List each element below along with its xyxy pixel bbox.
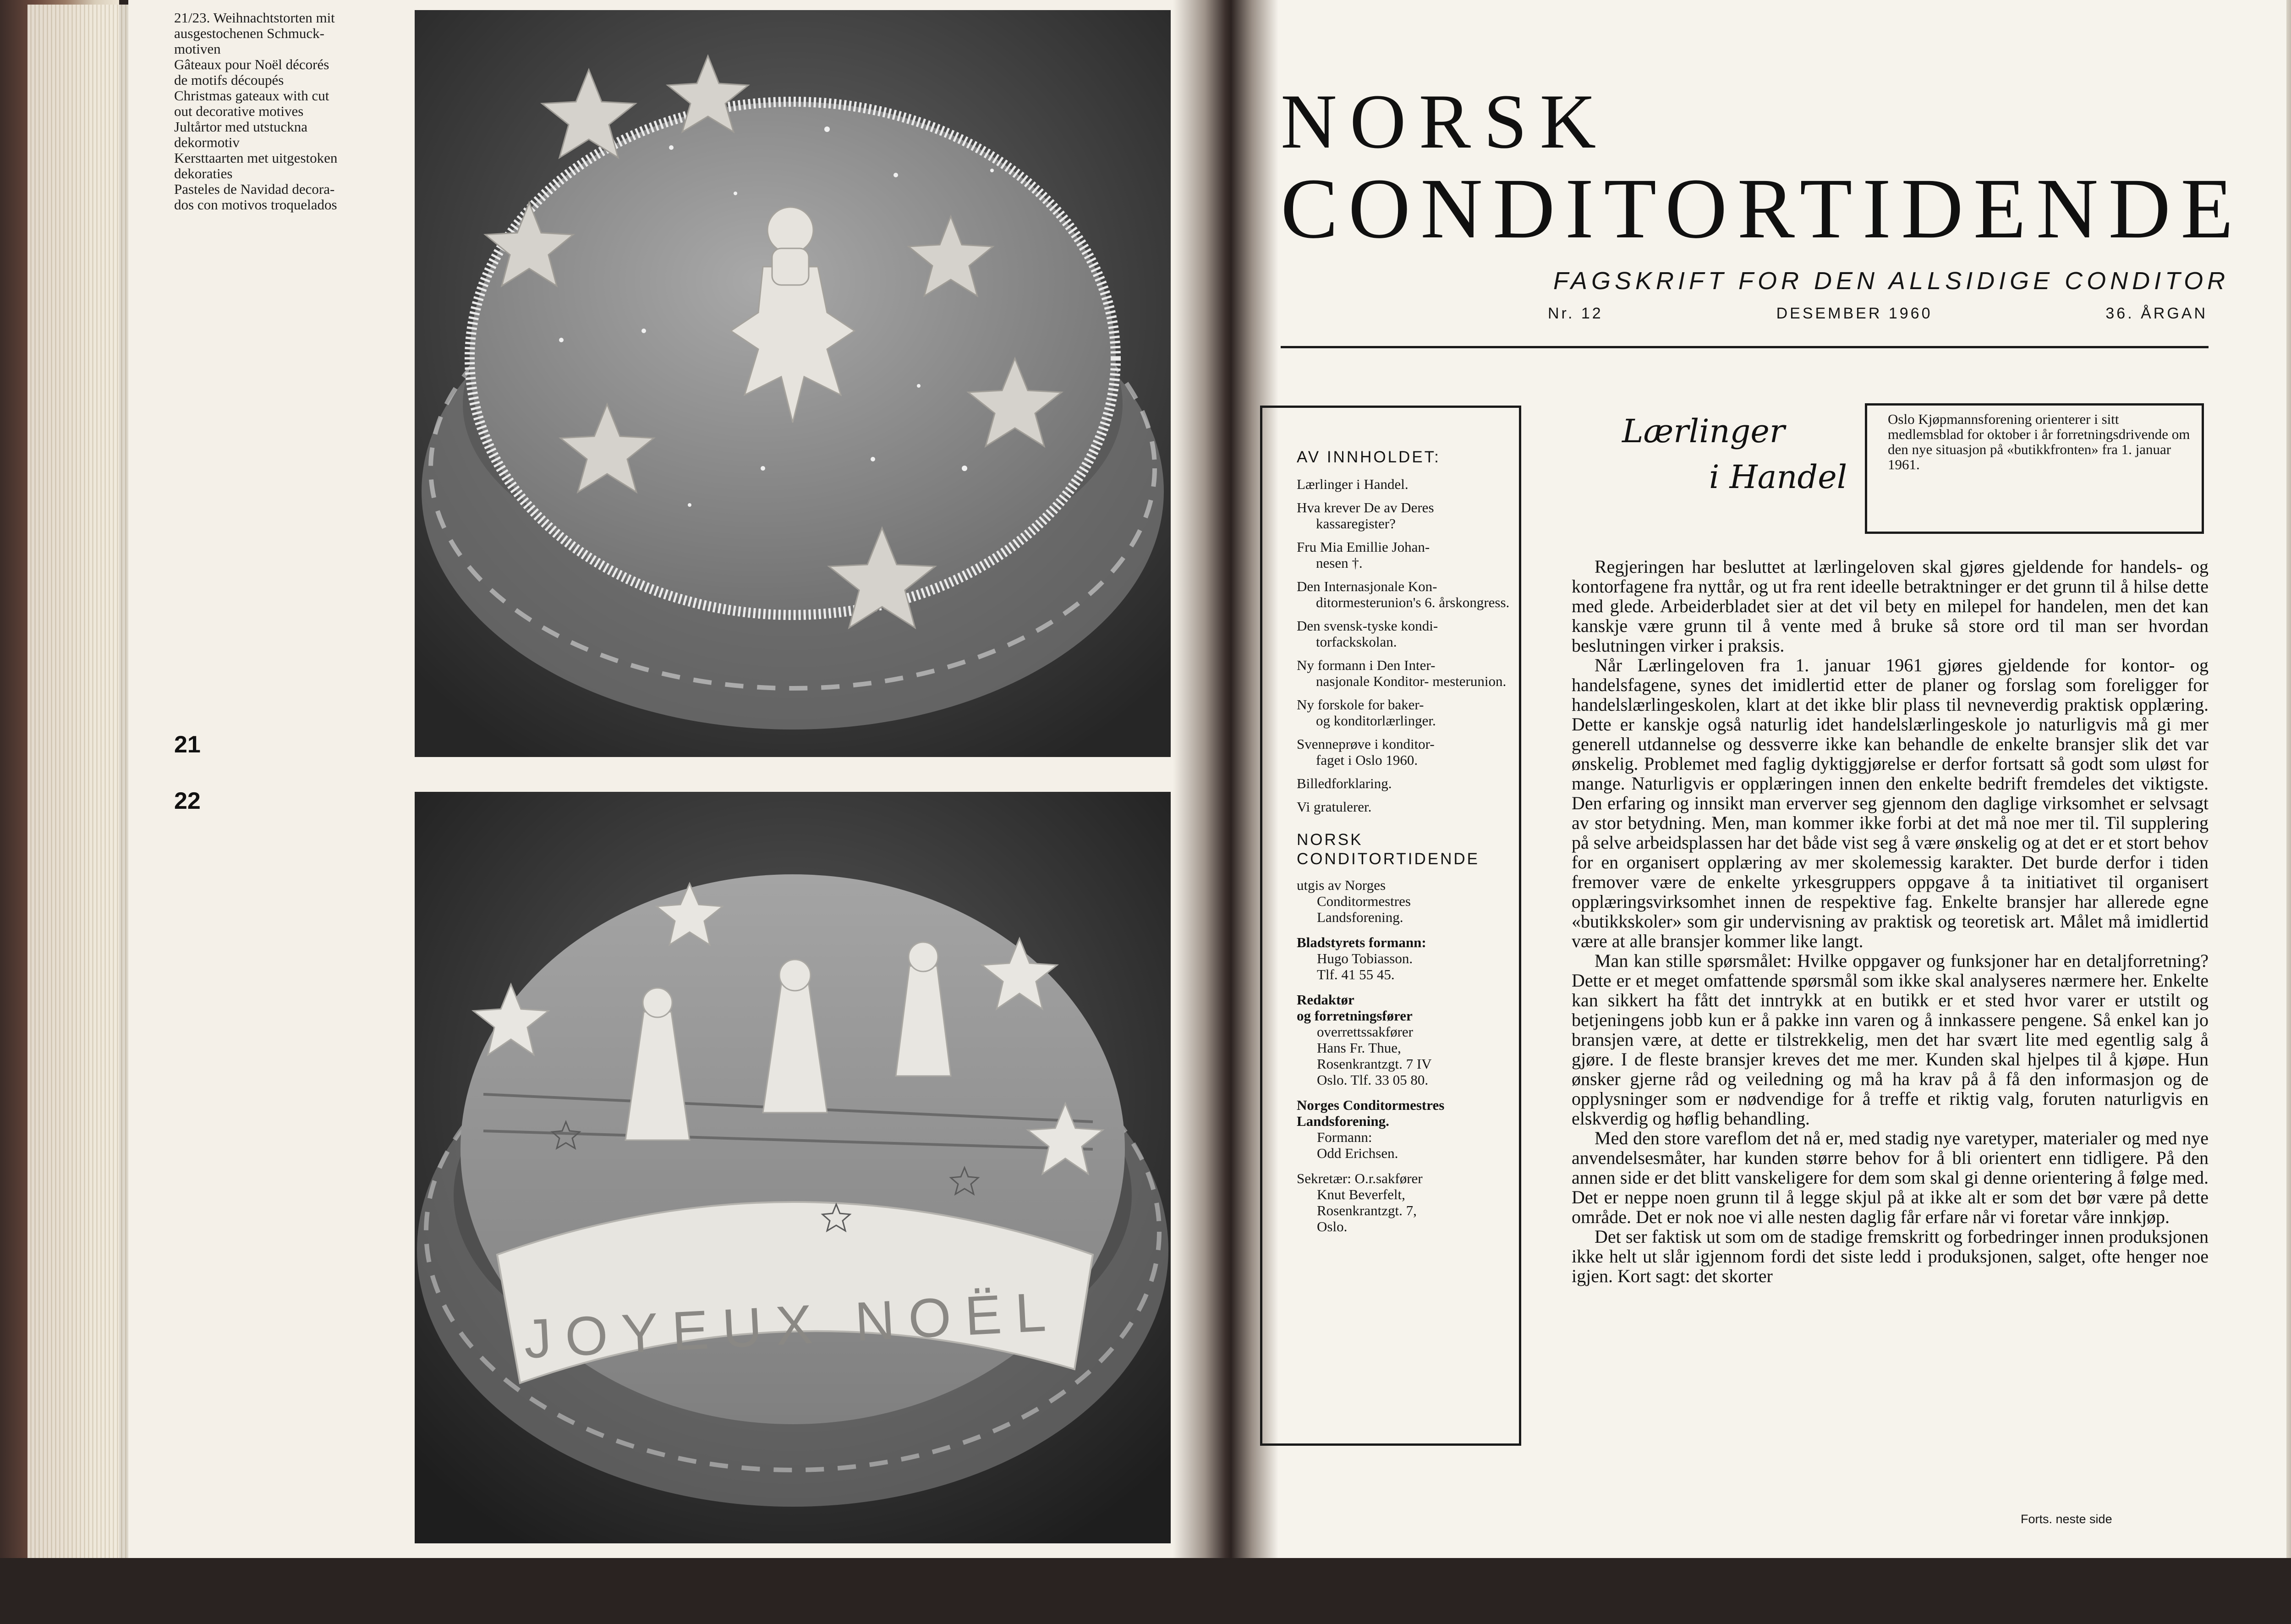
editor-label: og forretningsfører <box>1297 1008 1413 1024</box>
page-number-22: 22 <box>174 788 201 814</box>
chair-line: Tlf. 41 55 45. <box>1317 966 1395 982</box>
caption-line: Pasteles de Navidad decora- <box>174 181 335 197</box>
secretary-line: Oslo. <box>1317 1218 1348 1234</box>
chair-label: Bladstyrets formann: <box>1297 934 1426 950</box>
published-by-line: Conditormestres <box>1317 893 1411 909</box>
toc-item <box>1297 578 1512 610</box>
article-title-line1: Lærlinger <box>1622 412 1785 450</box>
toc-item-line: nesen †. <box>1316 555 1363 571</box>
toc-item <box>1297 799 1512 815</box>
secretary-line: Knut Beverfelt, <box>1317 1186 1405 1202</box>
page-number-21: 21 <box>174 731 201 758</box>
secretary-line: Sekretær: O.r.sakfører <box>1297 1170 1423 1186</box>
caption-line: dekoraties <box>174 165 233 181</box>
caption-line: de motifs découpés <box>174 72 284 88</box>
association-chair-line: Odd Erichsen. <box>1317 1145 1398 1161</box>
editor-line: Rosenkrantzgt. 7 IV <box>1317 1056 1432 1072</box>
toc-item-line: Ny forskole for baker- <box>1297 697 1424 713</box>
article-paragraph: Regjeringen har besluttet at lærlingeloven skal gjøres gjeldende for handels- og kontorfagene fra nyttår, og ut fra rent ideelle betraktninger er det grunn til å hilse dette med glede. Arbeiderbladet sier at det vil bety en milepel for handelen, men det kan kanskje være grunn til å vente med å bruke så store ord til man ser hvordan beslutningen virker i praksis. <box>1572 556 2209 656</box>
contents-box-border-bottom <box>1260 1443 1521 1446</box>
editor-line: Oslo. Tlf. 33 05 80. <box>1317 1072 1429 1088</box>
toc-item <box>1297 657 1512 689</box>
article-body <box>1572 557 2209 1286</box>
caption-line: dekormotiv <box>174 134 240 150</box>
article-paragraph: Når Lærlingeloven fra 1. januar 1961 gjøres gjeldende for kontor- og handelsfagene, synes det imidlertid etter de planer og forslag som foreligger for handelslærlingeskolen, klart at det ikke blir plass til nevneverdig praktisk opplæring. Dette er kanskje også naturlig idet handelslærlingeskole jo naturligvis må gi mer generell utdannelse og dessverre ikke kan behandle de enkelte bransjer slik det var ønskelig. Problemet med faglig dyktiggjørelse er derfor fortsatt så godt som uløst for mange. Naturligvis er opplæringen innen den enkelte bedrift fremdeles det viktigste. Den erfaring og innsikt man erverver seg gjennom den daglige virksomhet er selvsagt av stor betydning. Men, man kommer ikke forbi at det må noe mer til. Til supplering på selve arbeidsplassen har det både vist seg å være ønskelig og at det er et stort behov for en organisert opplæring av mer skolemessig karakter. Det burde derfor i tiden fremover være de enkelte yrkesgruppers oppgave å ta initiativet til organisert opplæringsvirksomhet innen de respektive fag. Enkelte bransjer har allerede egne «butikkskoler» som gir undervisning av praktisk og teoretisk art. Målet må imidlertid være at alle bransjer kommer like langt. <box>1572 655 2209 951</box>
masthead-title-line1: NORSK <box>1281 78 1609 165</box>
caption-line: Christmas gateaux with cut <box>174 88 329 104</box>
toc-item-line: faget i Oslo 1960. <box>1316 752 1418 768</box>
toc-item-line: Fru Mia Emillie Johan- <box>1297 539 1430 555</box>
caption-line: dos con motivos troquelados <box>174 197 337 213</box>
toc-item-line: Lærlinger i Handel. <box>1297 476 1409 492</box>
book-edge-right <box>2286 0 2291 1624</box>
association-label: Norges Conditormestres <box>1297 1097 1445 1113</box>
toc-item <box>1297 697 1512 729</box>
toc-item-line: Svenneprøve i konditor- <box>1297 736 1435 752</box>
toc-item <box>1297 775 1512 791</box>
photo-star-cake <box>415 10 1171 757</box>
issue-date: DESEMBER 1960 <box>1776 305 1933 322</box>
toc-item-line: ditormesterunion's 6. årskongress. <box>1316 594 1510 610</box>
article-paragraph: Med den store vareflom det nå er, med stadig nye varetyper, materialer og med nye anvendelsesmåter, har kunden større behov for å bli orientert enn tidligere. På den annen side er det blitt vanskeligere for dem som skal gi denne orientering å følge med. Det er neppe noen grunn til å legge skjul på at ikke alt er som det bør være på dette område. Det er nok noe vi alle nesten daglig får erfare når vi foretar våre innkjøp. <box>1572 1128 2209 1227</box>
toc-item-line: Vi gratulerer. <box>1297 799 1372 815</box>
article-title-line2: i Handel <box>1709 458 1847 496</box>
masthead-rule <box>1281 346 2209 348</box>
page-edges <box>27 5 133 1567</box>
masthead-subtitle: FAGSKRIFT FOR DEN ALLSIDIGE CONDITOR <box>1553 267 2230 295</box>
caption-line: out decorative motives <box>174 103 304 119</box>
editor-line: overrettssakfører <box>1317 1024 1414 1040</box>
association-label: Landsforening. <box>1297 1113 1389 1129</box>
notice-text: Oslo Kjøpmannsforening orienterer i sitt medlemsblad for oktober i år forretningsdrivende om den nye situasjon på «butikkfronten» fra 1. januar 1961. <box>1888 411 2190 472</box>
caption-line: 21/23. Weihnachtstorten mit <box>174 10 335 26</box>
issue-number: Nr. 12 <box>1548 305 1603 322</box>
contents-box-border-right <box>1519 406 1521 1446</box>
toc-item-line: Billedforklaring. <box>1297 775 1392 791</box>
masthead-title-line2: CONDITORTIDENDE <box>1281 160 2244 256</box>
toc-item-line: Hva krever De av Deres <box>1297 499 1434 516</box>
published-by <box>1297 877 1512 925</box>
photo-joyeux-noel-cake <box>415 792 1171 1543</box>
caption-line: Gâteaux pour Noël décorés <box>174 56 329 72</box>
published-by-line: Landsforening. <box>1317 909 1403 925</box>
toc-heading: AV INNHOLDET: <box>1297 448 1441 466</box>
photo-caption <box>174 10 394 213</box>
caption-line: Kersttaarten met uitgestoken <box>174 150 338 166</box>
table-of-contents <box>1297 449 1512 1234</box>
bottom-shadow <box>0 1558 2291 1624</box>
toc-item-line: og konditorlærlinger. <box>1316 713 1436 729</box>
article-paragraph: Man kan stille spørsmålet: Hvilke oppgaver og funksjoner har en detaljforretning? Dette er et meget omfattende spørsmål som ikke skal analyseres nærmere her. Enkelte kan sikkert ha fått det inntrykk at en butikk er et sted hvor varer er utstilt og betjeningens jobb kun er å pakke inn varen og å innkassere pengene. Så enkel kan jo bransjen være, at dette er tilstrekkelig, men det har svært lite med egentlig salg å gjøre. I de fleste bransjer kreves det me mer. Kunden skal hjelpes til å kjøpe. Hun ønsker gjerne råd og veiledning og må ha krav på å få den informasjon og de opplysninger som er nødvendige for å treffe et riktig valg, foruten naturligvis en elskverdig og høflig behandling. <box>1572 950 2209 1129</box>
chair-line: Hugo Tobiasson. <box>1317 950 1413 966</box>
article-paragraph: Det ser faktisk ut som om de stadige fremskritt og forbedringer innen produksjonen ikke helt ut slår igjennom fordi det siste ledd i produksjonen, salget, ofte henger noe igjen. Kort sagt: det skorter <box>1572 1226 2209 1286</box>
caption-line: motiven <box>174 41 221 57</box>
publisher-name <box>1297 830 1512 869</box>
toc-item-line: Den svensk-tyske kondi- <box>1297 618 1438 634</box>
published-by-line: utgis av Norges <box>1297 877 1386 893</box>
cake-inscription: JOYEUX NOËL <box>522 1280 1061 1370</box>
continued-note: Forts. neste side <box>2021 1512 2112 1526</box>
publisher-name-line: NORSK <box>1297 831 1363 849</box>
noel-cake-illustration <box>415 792 1171 1543</box>
caption-line: Jultårtor med utstuckna <box>174 119 307 135</box>
toc-item-line: torfackskolan. <box>1316 634 1397 650</box>
toc-item <box>1297 736 1512 768</box>
toc-item-line: nasjonale Konditor- mesterunion. <box>1316 673 1507 689</box>
contents-box-border-top <box>1260 406 1521 408</box>
toc-item <box>1297 499 1512 532</box>
toc-item <box>1297 618 1512 650</box>
association-chair-line: Formann: <box>1317 1129 1372 1145</box>
star-cake-illustration <box>415 10 1171 757</box>
toc-item <box>1297 476 1512 492</box>
publisher-name-line: CONDITORTIDENDE <box>1297 850 1480 868</box>
issue-info <box>1548 305 2208 323</box>
volume-number: 36. ÅRGAN <box>2105 305 2208 322</box>
toc-item-line: Den Internasjonale Kon- <box>1297 578 1437 594</box>
secretary-line: Rosenkrantzgt. 7, <box>1317 1202 1417 1218</box>
toc-item <box>1297 539 1512 571</box>
editor-line: Hans Fr. Thue, <box>1317 1040 1401 1056</box>
caption-line: ausgestochenen Schmuck- <box>174 25 324 41</box>
editor-label: Redaktør <box>1297 992 1354 1008</box>
toc-item-line: kassaregister? <box>1316 516 1396 532</box>
toc-item-line: Ny formann i Den Inter- <box>1297 657 1436 673</box>
